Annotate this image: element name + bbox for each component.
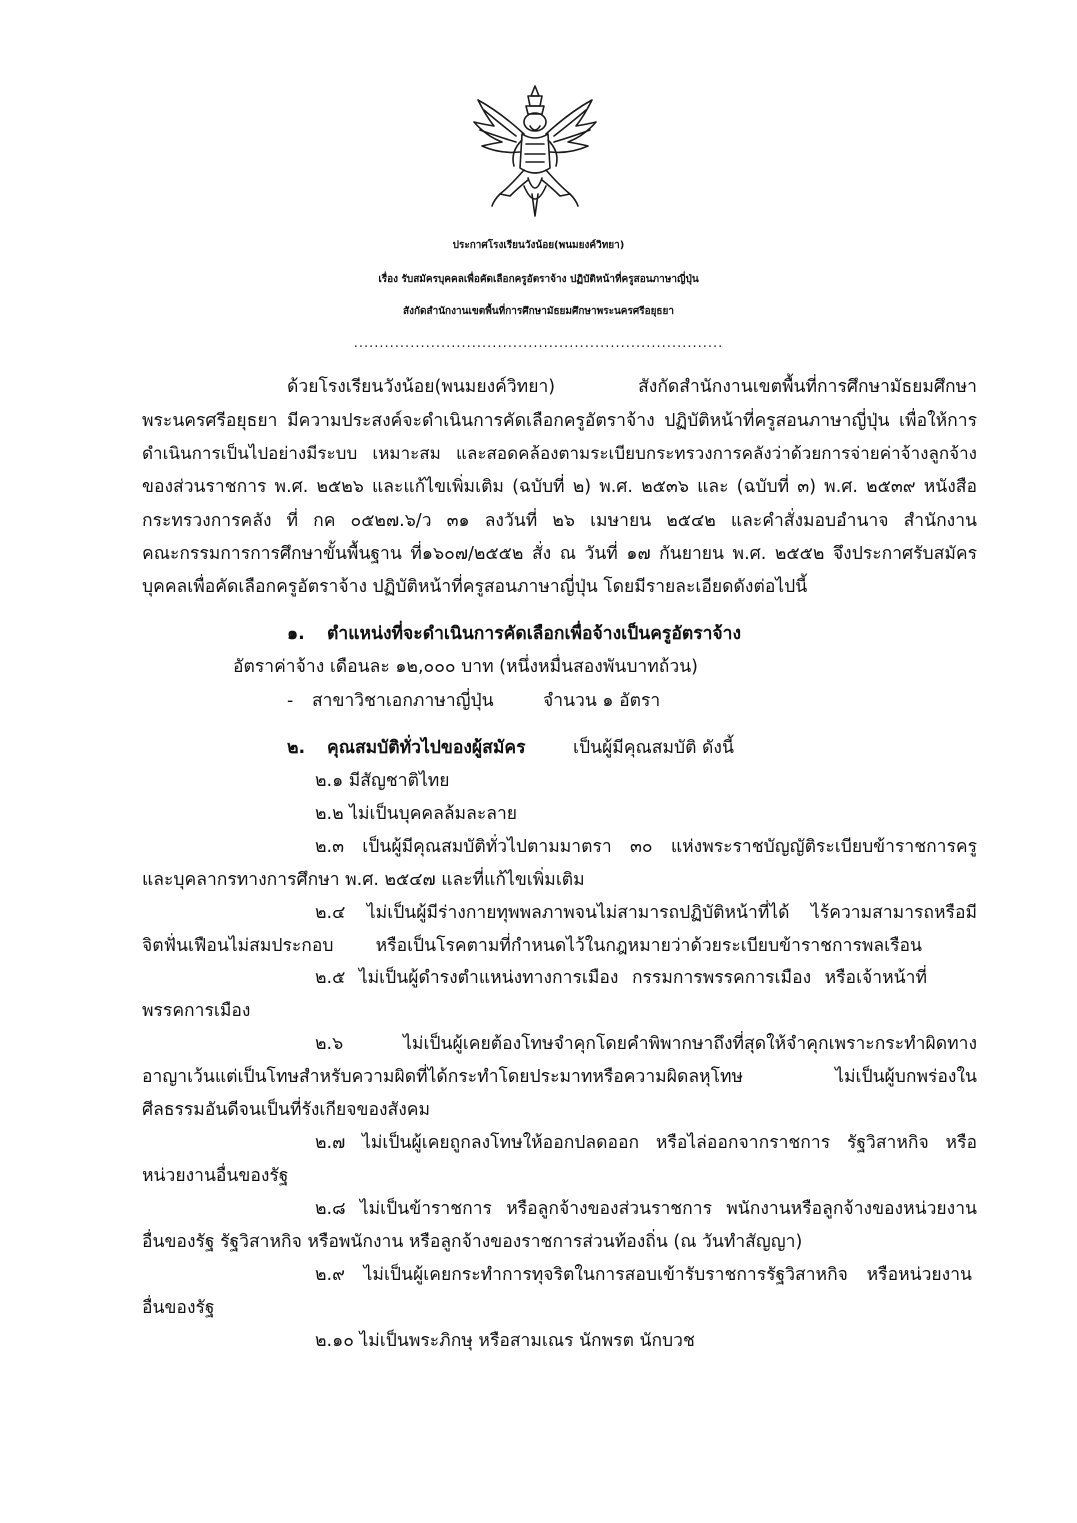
document-affiliation: สังกัดสำนักงานเขตพื้นที่การศึกษามัธยมศึกษาพระนครศรีอยุธยา [402, 306, 675, 317]
qualification-item: ๒.๓ เป็นผู้มีคุณสมบัติทั่วไปตามมาตรา ๓๐ แห่งพระราชบัญญัติระเบียบข้าราชการครู [315, 837, 977, 857]
intro-line: ด้วยโรงเรียนวังน้อย(พนมยงค์วิทยา) สังกัดสำนักงานเขตพื้นที่การศึกษามัธยมศึกษา [287, 377, 977, 397]
intro-line: ของส่วนราชการ พ.ศ. ๒๕๒๖ และแก้ไขเพิ่มเติม (ฉบับที่ ๒) พ.ศ. ๒๕๓๖ และ (ฉบับที่ ๓) พ.ศ. ๒๕๓๙ หนังสือ [142, 477, 977, 497]
qualification-item: ๒.๙ ไม่เป็นผู้เคยกระทำการทุจริตในการสอบเข้ารับราชการรัฐวิสาหกิจ หรือหน่วยงาน [315, 1265, 972, 1285]
qualification-item: ๒.๑ มีสัญชาติไทย [315, 771, 450, 791]
qualification-item: ๒.๒ ไม่เป็นบุคคลล้มละลาย [315, 804, 518, 824]
qualification-item-cont: หน่วยงานอื่นของรัฐ [142, 1166, 289, 1186]
subject-major: สาขาวิชาเอกภาษาญี่ปุ่น [312, 691, 494, 711]
intro-line: กระทรวงการคลัง ที่ กค ๐๕๒๗.๖/ว ๓๑ ลงวันที่ ๒๖ เมษายน ๒๕๔๒ และคำสั่งมอบอำนาจ สำนักงาน [142, 511, 977, 531]
document-title: ประกาศโรงเรียนวังน้อย(พนมยงค์วิทยา) [452, 240, 625, 251]
qualification-item-cont: อื่นของรัฐ รัฐวิสาหกิจ หรือพนักงาน หรือลูกจ้างของราชการส่วนท้องถิ่น (ณ วันทำสัญญา) [142, 1232, 803, 1252]
qualification-item-cont: และบุคลากรทางการศึกษา พ.ศ. ๒๕๔๗ และที่แก้ไขเพิ่มเติม [142, 870, 585, 890]
subject-quota: จำนวน ๑ อัตรา [543, 691, 661, 711]
qualification-item: ๒.๘ ไม่เป็นข้าราชการ หรือลูกจ้างของส่วนราชการ พนักงานหรือลูกจ้างของหน่วยงาน [315, 1199, 977, 1219]
garuda-emblem-icon [470, 82, 600, 222]
qualification-item: ๒.๖ ไม่เป็นผู้เคยต้องโทษจำคุกโดยคำพิพากษาถึงที่สุดให้จำคุกเพราะกระทำผิดทาง [315, 1034, 977, 1054]
qualification-item-cont: อาญาเว้นแต่เป็นโทษสำหรับความผิดที่ได้กระทำโดยประมาทหรือความผิดลหุโทษ ไม่เป็นผู้บกพร่องใน [142, 1067, 977, 1087]
qualification-item-cont: อื่นของรัฐ [142, 1298, 215, 1318]
qualification-item: ๒.๔ ไม่เป็นผู้มีร่างกายทุพพลภาพจนไม่สามารถปฏิบัติหน้าที่ได้ ไร้ความสามารถหรือมี [315, 903, 977, 923]
intro-line: บุคคลเพื่อคัดเลือกครูอัตราจ้าง ปฏิบัติหน้าที่ครูสอนภาษาญี่ปุ่น โดยมีรายละเอียดดังต่อไปนี้ [142, 577, 808, 597]
qualification-item-cont: ศีลธรรมอันดีจนเป็นที่รังเกียจของสังคม [142, 1100, 431, 1120]
intro-line: พระนครศรีอยุธยา มีความประสงค์จะดำเนินการคัดเลือกครูอัตราจ้าง ปฏิบัติหน้าที่ครูสอนภาษาญี่ปุ่น เพื่อให้การ [142, 411, 977, 431]
qualification-item: ๒.๕ ไม่เป็นผู้ดำรงตำแหน่งทางการเมือง กรรมการพรรคการเมือง หรือเจ้าหน้าที่ [315, 968, 927, 988]
section2-heading: คุณสมบัติทั่วไปของผู้สมัคร [327, 738, 526, 758]
section1-heading: ตำแหน่งที่จะดำเนินการคัดเลือกเพื่อจ้างเป็นครูอัตราจ้าง [327, 624, 742, 644]
wage-rate: อัตราค่าจ้าง เดือนละ ๑๒,๐๐๐ บาท (หนึ่งหมื่นสองพันบาทถ้วน) [233, 657, 698, 677]
qualification-item: ๒.๗ ไม่เป็นผู้เคยถูกลงโทษให้ออกปลดออก หรือไล่ออกจากราชการ รัฐวิสาหกิจ หรือ [315, 1133, 977, 1153]
intro-line: คณะกรรมการการศึกษาขั้นพื้นฐาน ที่๑๖๐๗/๒๕๕๒ สั่ง ณ วันที่ ๑๗ กันยายน พ.ศ. ๒๕๕๒ จึงประกาศรับสมัคร [142, 544, 977, 564]
section2-heading-tail: เป็นผู้มีคุณสมบัติ ดังนี้ [573, 738, 734, 758]
intro-line: ดำเนินการเป็นไปอย่างมีระบบ เหมาะสม และสอดคล้องตามระเบียบกระทรวงการคลังว่าด้วยการจ่ายค่าจ้างลูกจ้าง [142, 444, 977, 464]
dotted-rule: ........................................................................ [353, 336, 724, 351]
section2-number: ๒. [287, 738, 306, 758]
qualification-item: ๒.๑๐ ไม่เป็นพระภิกษุ หรือสามเณร นักพรต นักบวช [315, 1331, 695, 1351]
document-subject: เรื่อง รับสมัครบุคคลเพื่อคัดเลือกครูอัตราจ้าง ปฏิบัติหน้าที่ครูสอนภาษาญี่ปุ่น [378, 274, 699, 285]
qualification-item-cont: จิตฟั่นเฟือนไม่สมประกอบ หรือเป็นโรคตามที่กำหนดไว้ในกฎหมายว่าด้วยระเบียบข้าราชการพลเรือน [142, 936, 922, 956]
qualification-item-cont: พรรคการเมือง [142, 1001, 251, 1021]
section1-number: ๑. [287, 624, 305, 644]
subject-dash: - [287, 691, 294, 711]
